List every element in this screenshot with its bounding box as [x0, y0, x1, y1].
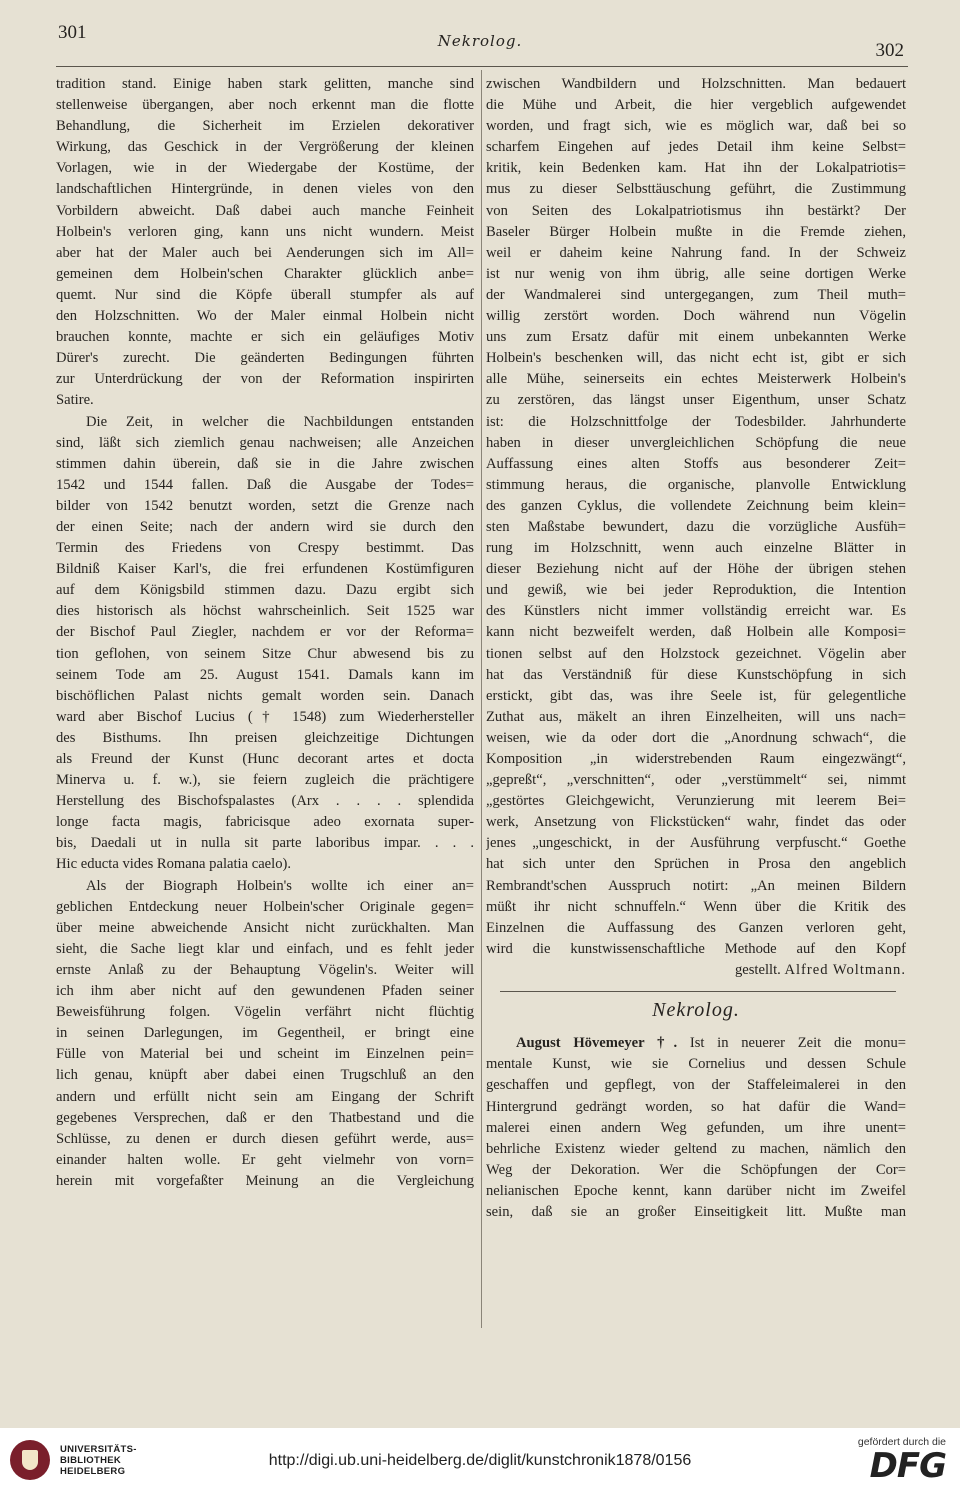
text-line: gemeinen dem Holbein'schen Charakter glücklich anbe=: [56, 265, 474, 282]
signature-line: [486, 960, 906, 981]
text-line: zu zerstören, das längst unser Eigenthum, unser Schatz: [486, 392, 906, 409]
text-line: uns zum Ersatz dafür mit einem unbekannten Werke: [486, 329, 906, 346]
funder-credit: [858, 1436, 946, 1484]
necrology-name: August Hövemeyer †.: [516, 1035, 678, 1052]
text-line: haben in dieser unvergleichlichen Schöpfung die neue: [486, 434, 906, 451]
text-line: Wirkung, das Geschick in der Vergrößerung der kleinen: [56, 139, 474, 156]
text-line: Beweisführung folgen. Vögelin verfährt nicht flüchtig: [56, 1004, 474, 1021]
running-head: Nekrolog.: [437, 32, 523, 50]
necrology-line: Weg der Dekoration. Wer die Schöpfungen der Cor=: [486, 1161, 906, 1178]
text-line: „gestörtes Gleichgewicht, Verunzierung mit leerem Bei=: [486, 793, 906, 810]
author-signature: Alfred Woltmann.: [784, 961, 906, 978]
text-line: als Freund der Kunst (Hunc decorant artes et docta: [56, 751, 474, 767]
necrology-first-line: [486, 1033, 906, 1054]
text-line: Die Zeit, in welcher die Nachbildungen entstanden: [86, 413, 474, 430]
text-line: landschaftlichen Hintergründe, in denen vieles von den: [56, 181, 474, 198]
necrology-heading: Nekrolog.: [652, 999, 740, 1022]
permalink-url[interactable]: http://digi.ub.uni-heidelberg.de/diglit/kunstchronik1878/0156: [268, 1452, 692, 1469]
text-line: Als der Biograph Holbein's wollte ich einer an=: [86, 877, 474, 894]
text-line: tradition stand. Einige haben stark gelitten, manche sind: [56, 76, 474, 92]
text-line: scharfem Eingehen auf jedes Detail ihm keine Selbst=: [486, 139, 906, 156]
text-line: sten Maßstabe bewundert, dazu die vorzügliche Ausfüh=: [486, 518, 906, 535]
text-line: Behandlung, die Sicherheit im Erzielen dekorativer: [56, 118, 474, 135]
text-line: geblichen Entdeckung neuer Holbein'scher Originale gegen=: [56, 898, 474, 915]
text-line: Auffassung eines alten Stoffs aus besonderer Zeit=: [486, 455, 906, 472]
text-line: von Seiten des Lokalpatriotismus ihn bestärkt? Der: [486, 202, 906, 219]
text-line: Herstellung des Bischofspalastes (Arx . . . . splendida: [56, 793, 474, 810]
library-name-line: HEIDELBERG: [60, 1465, 126, 1477]
text-line: Vorlagen, wie in der Wiedergabe der Kostüme, der: [56, 160, 474, 177]
text-line: Fülle von Material bei und scheint im Einzelnen pein=: [56, 1046, 474, 1063]
library-name-line: UNIVERSITÄTS-: [60, 1443, 137, 1455]
text-line: der Wandmalerei sind untergegangen, zum Theil muth=: [486, 286, 906, 303]
text-line: Einzelnen die Auffassung des Ganzen verloren geht,: [486, 919, 906, 936]
text-line: hat das Verständniß für diese Kunstschöpfung in sich: [486, 666, 906, 683]
text-line: quemt. Nur sind die Köpfe überall stumpfer als auf: [56, 286, 474, 303]
right-page-number: 302: [875, 40, 904, 61]
text-line: werk, Ansetzung von Flickstücken“ wahr, findet das oder: [486, 814, 906, 831]
text-line: alle Mühe, seinerseits ein echtes Meisterwerk Holbein's: [486, 371, 906, 388]
text-line: der einen Seite; nach der andern wird sie durch den: [56, 518, 474, 535]
text-line: wird die kunstwissenschaftliche Methode auf den Kopf: [486, 940, 906, 957]
text-line: stimmung heraus, die organische, planvolle Entwicklung: [486, 476, 906, 493]
text-line: bischöflichen Palast nichts gemalt worden sein. Danach: [56, 687, 474, 704]
text-line: bilder von 1542 benutzt worden, setzt die Grenze nach: [56, 497, 474, 514]
dfg-logo[interactable]: DFG: [869, 1446, 946, 1486]
text-line: ist: die Holzschnittfolge der Todesbilder. Jahrhunderte: [486, 413, 906, 430]
text-line: mus zu dieser Selbsttäuschung geführt, die Zustimmung: [486, 181, 906, 198]
necrology-line: sein, daß sie an großer Einseitigkeit litt. Mußte man: [486, 1204, 906, 1221]
text-line: müßt ihr nicht schnuffeln.“ Wenn über die Kritik des: [486, 898, 906, 915]
text-line: rung im Holzschnitt, wenn auch einzelne Blätter in: [486, 540, 906, 557]
text-line: hat sich unter den Sprüchen in Prosa den angeblich: [486, 856, 906, 873]
text-line: Vorbildern abweicht. Daß dabei auch manche Feinheit: [56, 202, 474, 219]
text-line: jenes „ungeschickt, in der Ausführung verpfuscht.“ Goethe: [486, 835, 906, 852]
text-line: stellenweise übergangen, aber noch erkennt man die flotte: [56, 97, 474, 114]
text-line: weil er daheim keine Nahrung fand. In der Schweiz: [486, 244, 906, 261]
text-line: Minerva u. f. w.), sie feiern zugleich die prächtigere: [56, 772, 474, 789]
text-line: gegebenes Versprechen, daß er den Thatbestand und die: [56, 1109, 474, 1126]
viewer-footer: [0, 1428, 960, 1498]
text-line: zur Unterdrückung der von der Reformation inspirirten: [56, 371, 474, 388]
text-line: des ganzen Cyklus, die vollendete Zeichnung beim klein=: [486, 497, 906, 514]
text-line: ich ihm aber nicht auf den gewundenen Pfaden seiner: [56, 983, 474, 1000]
text-line: lich genau, knüpft aber dabei einen Trugschluß an den: [56, 1067, 474, 1084]
text-line: in seinen Darlegungen, im Gegentheil, er bringt eine: [56, 1025, 474, 1042]
text-line: sind, läßt sich ziemlich genau nachweisen; alle Anzeichen: [56, 434, 474, 451]
text-line: des Künstlers nicht immer vollständig erreicht war. Es: [486, 603, 906, 620]
necrology-line: malerei einen andern Weg gefunden, um ihre unent=: [486, 1119, 906, 1136]
text-line: Satire.: [56, 392, 94, 409]
text-line: willig zerstört worden. Doch während nun Vögelin: [486, 308, 906, 325]
left-text-column: [56, 74, 474, 1192]
necrology-line: Ist in neuerer Zeit die monu=: [689, 1035, 906, 1052]
text-line: longe facta magis, fabricisque adeo exornata super-: [56, 814, 474, 831]
text-line: zwischen Wandbildern und Holzschnitten. Man bedauert: [486, 76, 906, 92]
text-line: brauchen konnte, machte er sich ein geläufiges Motiv: [56, 329, 474, 346]
text-line: Komposition „in widerstrebenden Raum eingezwängt“,: [486, 751, 906, 767]
necrology-line: geschaffen und gepflegt, von der Staffeleimalerei in den: [486, 1077, 906, 1094]
necrology-text: [486, 1033, 906, 1223]
text-line: kann nicht bezweifelt werden, daß Holbein alle Komposi=: [486, 624, 906, 641]
text-line-end: gestellt.: [734, 961, 781, 978]
text-line: Schlüsse, zu denen er durch diesen geführt werde, aus=: [56, 1130, 474, 1147]
necrology-line: mentale Kunst, wie sie Cornelius und dessen Schule: [486, 1056, 906, 1073]
text-line: und gewiß, wie bei jeder Reproduktion, die Intention: [486, 582, 906, 599]
header-rule: [56, 66, 908, 67]
text-line: dies historisch als höchst wahrscheinlich. Seit 1525 war: [56, 603, 474, 620]
text-line: tion geflohen, von seinem Sitze Chur abwesend bis zu: [56, 645, 474, 662]
text-line: Termin des Friedens von Crespy bestimmt. Das: [56, 540, 474, 557]
text-line: dieser Beziehung nicht auf der Höhe der übrigen stehen: [486, 561, 906, 578]
right-text-column: [486, 74, 906, 981]
text-line: Rembrandt'schen Ausspruch notirt: „An meinen Bildern: [486, 877, 906, 894]
text-line: andern und erfüllt nicht sein am Eingang der Schrift: [56, 1088, 474, 1105]
text-line: Bildniß Kaiser Karl's, die frei erfundenen Kostümfiguren: [56, 561, 474, 578]
text-line: Baseler Bürger Holbein mußte in die Fremde ziehen,: [486, 223, 906, 240]
text-line: Zuthat aus, mäkelt an ihren Einzelheiten, will uns nach=: [486, 708, 906, 725]
text-line: auf dem Königsbild stimmen dazu. Dazu ergibt sich: [56, 582, 474, 599]
text-line: sieht, die Sache liegt klar und einfach, und es fehlt jeder: [56, 940, 474, 957]
text-line: weisen, wie da oder dort die „Anordnung schwach“, die: [486, 729, 906, 746]
column-divider: [481, 70, 482, 1328]
text-line: einander halten wolle. Er geht vielmehr von vorn=: [56, 1151, 474, 1168]
text-line: Hic educta vides Romana palatia caelo).: [56, 856, 292, 873]
library-name-line: BIBLIOTHEK: [60, 1454, 122, 1466]
text-line: die Mühe und Arbeit, die hier vergeblich aufgewendet: [486, 97, 906, 114]
necrology-line: Hintergrund gedrängt worden, so hat dafür die Wand=: [486, 1098, 906, 1115]
text-line: „gepreßt“, „verschnitten“, oder „verstümmelt“ sei, nimmt: [486, 772, 906, 789]
text-line: herein mit vorgefaßter Meinung an die Vergleichung: [56, 1172, 474, 1189]
text-line: tionen selbst auf den Holzstock gezeichnet. Vögelin aber: [486, 645, 906, 662]
text-line: kritik, kein Bedenken kam. Hat ihn der Lokalpatriotis=: [486, 160, 906, 177]
necrology-line: nelianischen Epoche kennt, kann darüber nicht im Zweifel: [486, 1182, 906, 1199]
text-line: des Bisthums. Ihn preisen gleichzeitige Dichtungen: [56, 729, 474, 746]
text-line: bis, Daedali ut in nulla sit parte laboribus impar. . . .: [56, 835, 474, 852]
text-line: stimmen dahin überein, daß sie in die Jahre zwischen: [56, 455, 474, 472]
text-line: der Bischof Paul Ziegler, nachdem er vor der Reforma=: [56, 624, 474, 641]
left-page-number: 301: [58, 22, 87, 43]
necrology-line: behrliche Existenz wieder geltend zu machen, nämlich den: [486, 1140, 906, 1157]
text-line: Dürer's zurecht. Die geänderten Bedingungen führten: [56, 350, 474, 367]
text-line: 1542 und 1544 fallen. Daß die Ausgabe der Todes=: [56, 476, 474, 493]
section-rule: [500, 991, 896, 992]
text-line: erstickt, gibt das, was ihre Seele ist, für gelegentliche: [486, 687, 906, 704]
funded-by-text: gefördert durch die: [857, 1436, 946, 1448]
text-line: Holbein's beschenken will, das nicht echt ist, gibt er sich: [486, 350, 906, 367]
text-line: worden, und fragt sich, wie es möglich war, daß bei so: [486, 118, 906, 135]
text-line: über meine abweichende Ansicht nicht zurückhalten. Man: [56, 919, 474, 936]
text-line: ward aber Bischof Lucius († 1548) zum Wiederhersteller: [56, 708, 474, 725]
text-line: den Holzschnitten. Wo der Maler einmal Holbein nicht: [56, 308, 474, 325]
text-line: Holbein's verloren ging, kann uns nicht wundern. Meist: [56, 223, 474, 240]
text-line: aber hat der Maler auch bei Aenderungen sich im All=: [56, 244, 474, 261]
text-line: seinem Tode am 25. August 1541. Damals kann im: [56, 666, 474, 683]
text-line: ernste Anlaß zu der Behauptung Vögelin's. Weiter will: [56, 961, 474, 978]
text-line: ist nur wenig von ihm übrig, alle seine dortigen Werke: [486, 265, 906, 282]
